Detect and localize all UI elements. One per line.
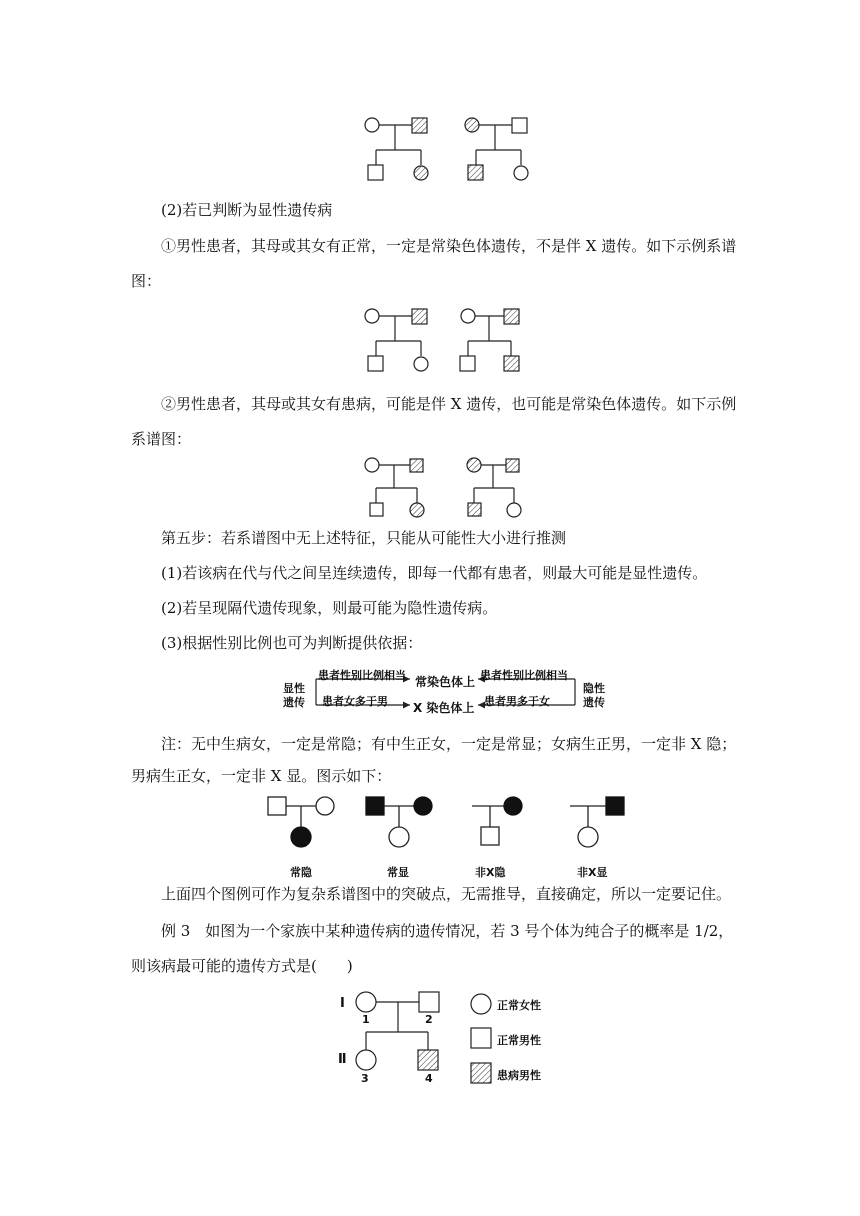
note-line-1: 注：无中生病女，一定是常隐；有中生正女，一定是常显；女病生正男，一定非 X 隐； [161, 735, 737, 753]
pedigree-top-left [362, 112, 442, 184]
example-3-line-2: 则该病最可能的遗传方式是( ) [131, 957, 353, 975]
legend-symbols [468, 990, 498, 1090]
generation-1-label: Ⅰ [340, 996, 345, 1011]
rule-1-line-2: 图： [131, 272, 162, 290]
step-5: 第五步：若系谱图中无上述特征，只能从可能性大小进行推测 [161, 529, 567, 547]
right-arrow-bottom-label: 患者男多于女 [484, 695, 550, 708]
note-fig-autosomal-recessive [262, 793, 342, 863]
note-label-4: 非X显 [577, 866, 608, 879]
dominant-label-bottom: 遗传 [283, 696, 305, 709]
generation-2-label: Ⅱ [338, 1052, 347, 1067]
note-line-2: 男病生正女，一定非 X 显。图示如下： [131, 767, 392, 785]
note-label-3: 非X隐 [475, 866, 506, 879]
rule-1-line-1: ①男性患者，其母或其女有正常，一定是常染色体遗传，不是伴 X 遗传。如下示例系谱 [161, 237, 737, 255]
note-fig-autosomal-dominant [360, 793, 440, 863]
individual-3-id: 3 [361, 1072, 369, 1085]
pedigree-rule2-right [462, 452, 542, 522]
autosomal-label: 常染色体上 [415, 675, 476, 689]
legend-normal-male: 正常男性 [497, 1034, 541, 1047]
note-label-2: 常显 [387, 866, 409, 879]
individual-1-id: 1 [362, 1013, 370, 1026]
pedigree-top-right [462, 112, 542, 184]
individual-4-id: 4 [425, 1072, 433, 1085]
example-pedigree [340, 988, 450, 1088]
recessive-label-top: 隐性 [583, 682, 605, 695]
step-5-item-3: (3)根据性别比例也可为判断提供依据： [161, 634, 423, 652]
note-fig-not-x-dominant [566, 793, 646, 863]
left-arrow-top-label: 患者性别比例相当 [318, 669, 406, 682]
individual-2-id: 2 [425, 1013, 433, 1026]
section-2-title: (2)若已判断为显性遗传病 [161, 201, 333, 219]
rule-2-line-1: ②男性患者，其母或其女有患病，可能是伴 X 遗传，也可能是常染色体遗传。如下示例 [161, 395, 737, 413]
pedigree-rule1-left [362, 303, 442, 375]
legend-affected-male: 患病男性 [497, 1069, 541, 1082]
left-arrow-bottom-label: 患者女多于男 [322, 695, 388, 708]
recessive-label-bottom: 遗传 [583, 696, 605, 709]
dominant-label-top: 显性 [283, 682, 305, 695]
step-5-item-1: (1)若该病在代与代之间呈连续遗传，即每一代都有患者，则最大可能是显性遗传。 [161, 564, 708, 582]
x-chromosome-label: X 染色体上 [413, 701, 475, 715]
example-3-line-1: 例 3 如图为一个家族中某种遗传病的遗传情况，若 3 号个体为纯合子的概率是 1/2， [161, 922, 734, 940]
note-fig-not-x-recessive [468, 793, 548, 863]
right-arrow-top-label: 患者性别比例相当 [480, 669, 568, 682]
step-5-item-2: (2)若呈现隔代遗传现象，则最可能为隐性遗传病。 [161, 599, 498, 617]
after-figure-text: 上面四个图例可作为复杂系谱图中的突破点，无需推导，直接确定，所以一定要记住。 [161, 885, 732, 903]
pedigree-rule2-left [362, 452, 442, 522]
note-label-1: 常隐 [290, 866, 312, 879]
legend-normal-female: 正常女性 [497, 999, 541, 1012]
rule-2-line-2: 系谱图： [131, 430, 192, 448]
pedigree-rule1-right [456, 303, 536, 375]
